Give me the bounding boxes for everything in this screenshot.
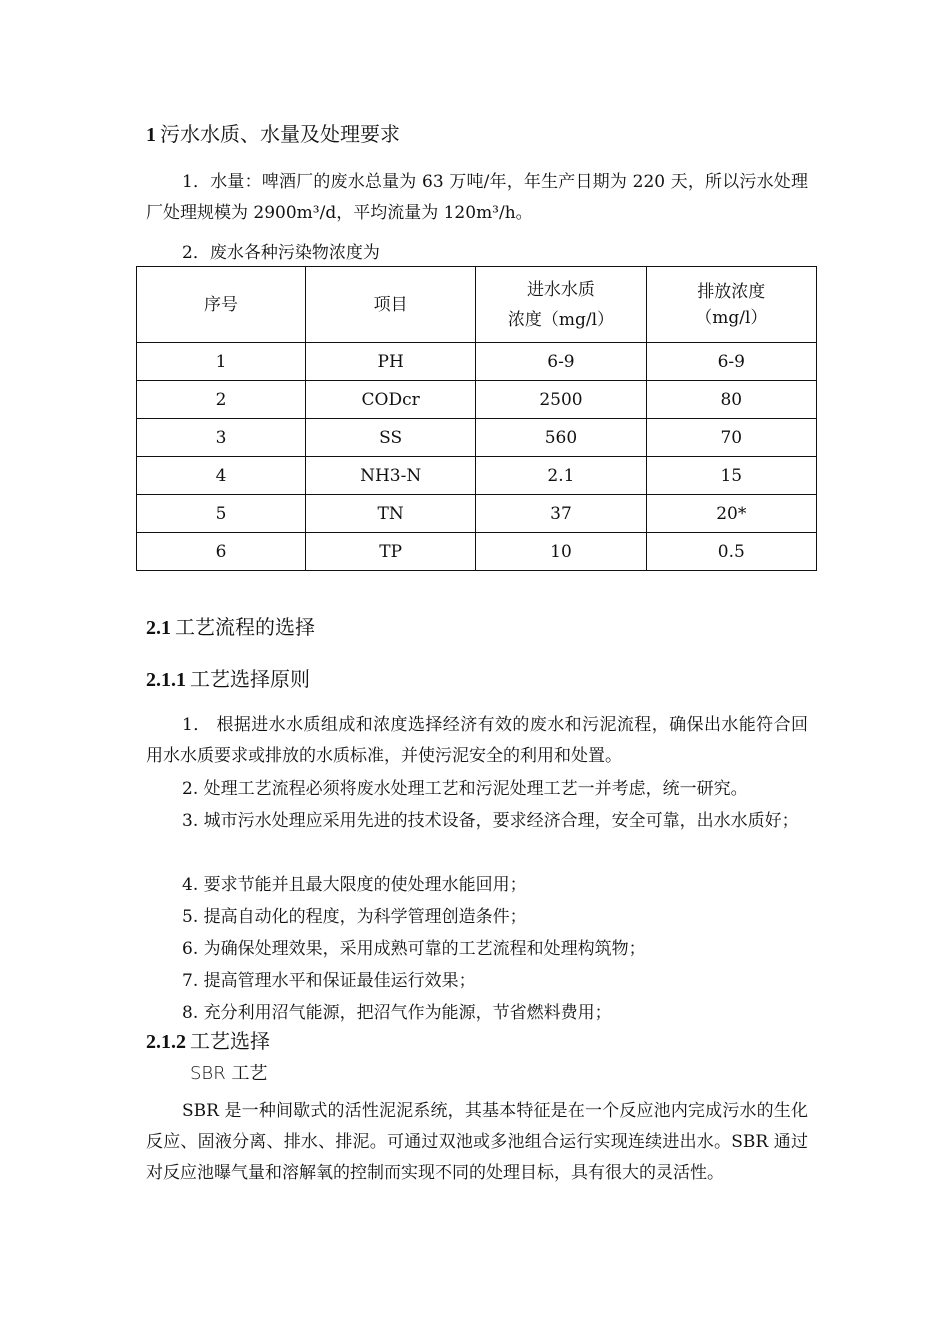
- cell-no: 4: [137, 457, 306, 495]
- principle-item-7: 7. 提高管理水平和保证最佳运行效果；: [182, 971, 476, 991]
- table-row: [137, 419, 817, 457]
- cell-item: TP: [306, 533, 476, 571]
- cell-no: 6: [137, 533, 306, 571]
- cell-item: SS: [306, 419, 476, 457]
- section-2-1-heading: [146, 614, 315, 641]
- principle-item-8: 8. 充分利用沼气能源，把沼气作为能源，节省燃料费用；: [182, 1003, 612, 1023]
- cell-inflow: 2500: [476, 381, 646, 419]
- header-inflow-line2: 浓度（mg/l）: [507, 309, 615, 330]
- section-2-1-1-heading: [146, 666, 310, 693]
- table-row: [137, 533, 817, 571]
- cell-inflow: 10: [476, 533, 646, 571]
- cell-no: 3: [137, 419, 306, 457]
- section-number: 2.1.2: [146, 1031, 186, 1053]
- cell-discharge: 0.5: [646, 533, 816, 571]
- header-inflow-line1: 进水水质: [526, 279, 595, 300]
- section-title: 工艺流程的选择: [175, 615, 315, 639]
- section-number: 2.1.1: [146, 669, 186, 691]
- principle-item-6: 6. 为确保处理效果，采用成熟可靠的工艺流程和处理构筑物；: [182, 939, 646, 959]
- cell-item: CODcr: [306, 381, 476, 419]
- cell-discharge: 20*: [646, 495, 816, 533]
- cell-inflow: 560: [476, 419, 646, 457]
- section-title: 污水水质、水量及处理要求: [160, 122, 400, 146]
- table-row: [137, 495, 817, 533]
- pollutant-concentration-intro: 2．废水各种污染物浓度为: [182, 243, 380, 263]
- table-header-row: [137, 267, 817, 343]
- table-row: [137, 457, 817, 495]
- cell-discharge: 6-9: [646, 343, 816, 381]
- cell-item: PH: [306, 343, 476, 381]
- cell-item: TN: [306, 495, 476, 533]
- section-title: 工艺选择原则: [190, 667, 310, 691]
- section-1-heading: [146, 121, 400, 148]
- section-number: 1: [146, 124, 156, 146]
- section-number: 2.1: [146, 617, 171, 639]
- cell-inflow: 2.1: [476, 457, 646, 495]
- principle-item-2: 2. 处理工艺流程必须将废水处理工艺和污泥处理工艺一并考虑，统一研究。: [182, 779, 748, 799]
- cell-item: NH3-N: [306, 457, 476, 495]
- sbr-description-paragraph: SBR 是一种间歇式的活性泥泥系统，其基本特征是在一个反应池内完成污水的生化反应、固液分离、排水、排泥。可通过双池或多池组合运行实现连续进出水。SBR 通过对反应池曝气量和溶解氧的控制而实现不同的处理目标，具有很大的灵活性。: [146, 1101, 808, 1183]
- principle-item-3: 3. 城市污水处理应采用先进的技术设备，要求经济合理，安全可靠，出水水质好；: [182, 811, 799, 831]
- section-title: 工艺选择: [190, 1029, 270, 1053]
- section-2-1-2-heading: [146, 1028, 270, 1055]
- header-no: 序号: [137, 267, 306, 343]
- principle-item-4: 4. 要求节能并且最大限度的使处理水能回用；: [182, 875, 527, 895]
- table-row: [137, 343, 817, 381]
- header-discharge-line1: 排放浓度: [697, 281, 766, 302]
- header-item: 项目: [306, 267, 476, 343]
- water-volume-paragraph: 1．水量：啤酒厂的废水总量为 63 万吨/年，年生产日期为 220 天，所以污水处理厂处理规模为 2900m³/d，平均流量为 120m³/h。: [146, 172, 808, 223]
- header-inflow: [476, 267, 646, 343]
- principle-item-5: 5. 提高自动化的程度，为科学管理创造条件；: [182, 907, 527, 927]
- pollutant-concentration-table: [136, 266, 817, 571]
- cell-no: 2: [137, 381, 306, 419]
- header-discharge: [646, 267, 816, 343]
- principle-item-1: 1． 根据进水水质组成和浓度选择经济有效的废水和污泥流程，确保出水能符合回用水水质要求或排放的水质标准，并使污泥安全的利用和处置。: [146, 715, 808, 766]
- cell-inflow: 6-9: [476, 343, 646, 381]
- cell-inflow: 37: [476, 495, 646, 533]
- cell-discharge: 80: [646, 381, 816, 419]
- cell-discharge: 15: [646, 457, 816, 495]
- cell-no: 5: [137, 495, 306, 533]
- header-discharge-line2: （mg/l）: [695, 307, 768, 328]
- cell-discharge: 70: [646, 419, 816, 457]
- cell-no: 1: [137, 343, 306, 381]
- table-row: [137, 381, 817, 419]
- sbr-subtitle: SBR 工艺: [190, 1063, 268, 1084]
